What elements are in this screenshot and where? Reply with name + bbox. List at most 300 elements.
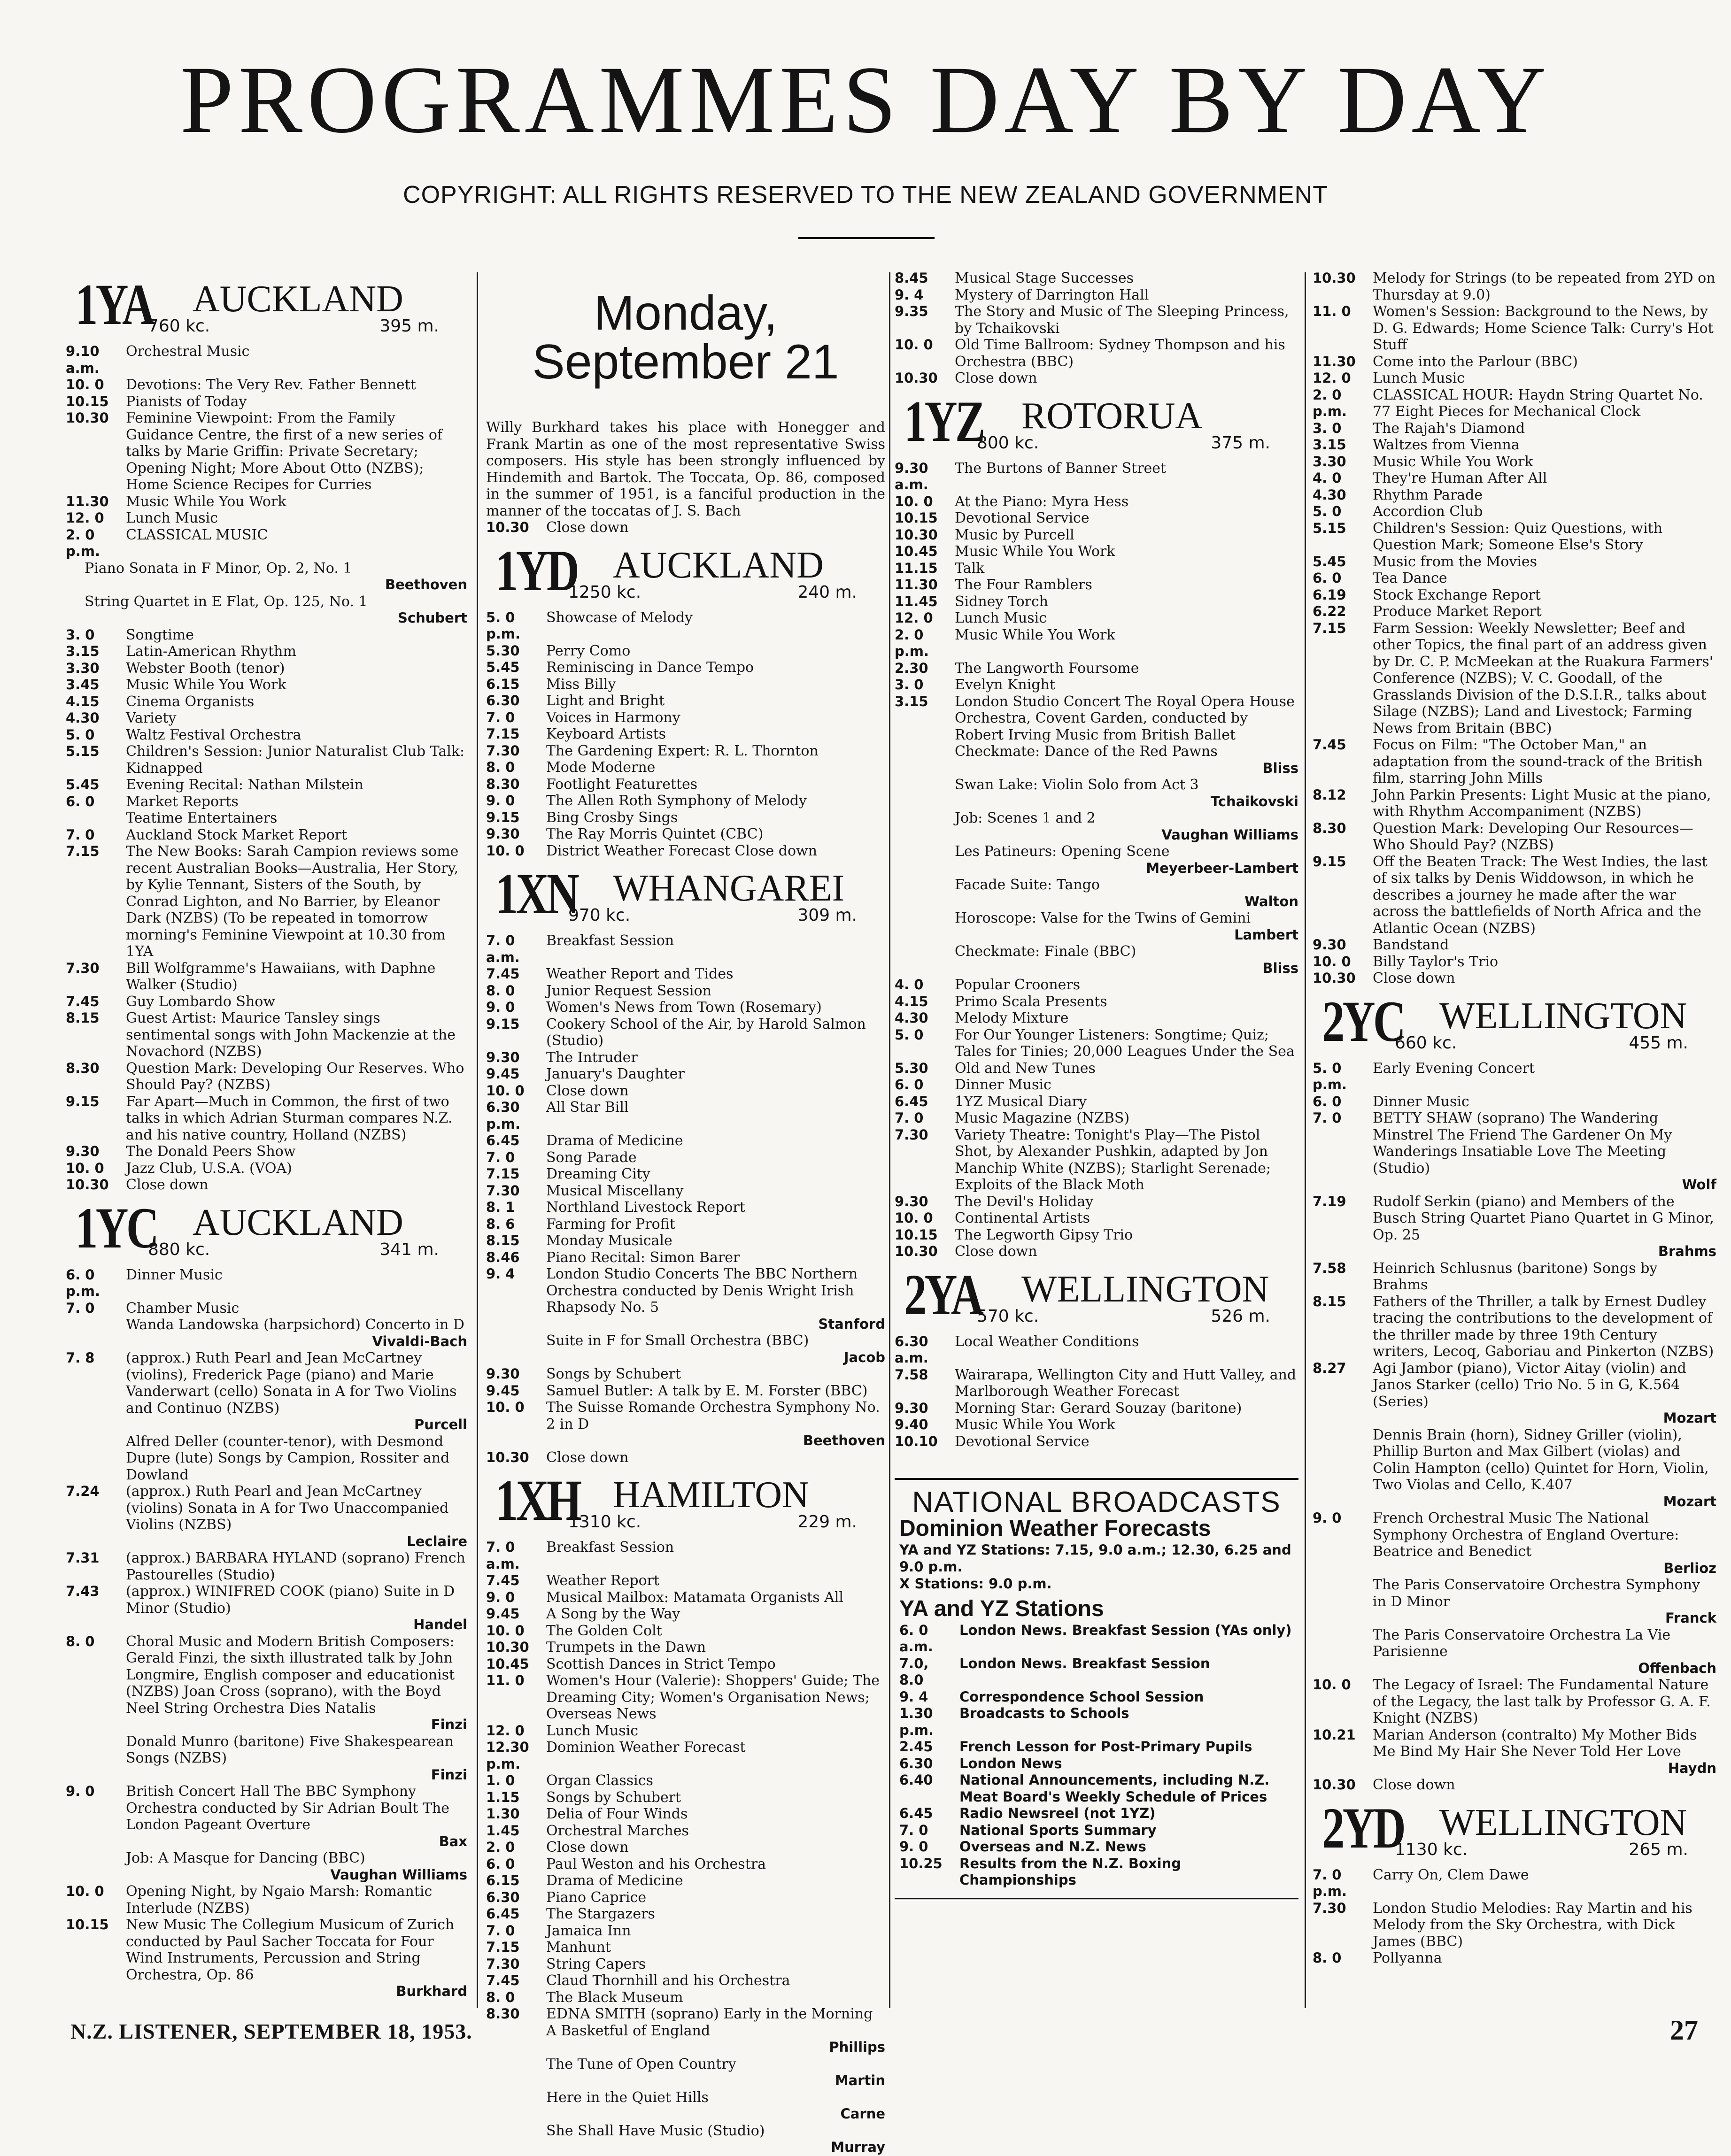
programme-title: Breakfast Session	[546, 932, 674, 949]
programme-title: String Capers	[546, 1956, 646, 1972]
programme-description	[546, 1016, 885, 1049]
programme-entry	[66, 1583, 467, 1633]
programme-entry	[486, 809, 885, 826]
programme-entry	[895, 977, 1298, 993]
programme-description	[546, 1332, 885, 1366]
programme-description	[546, 1739, 885, 1772]
station-2yc	[1313, 989, 1716, 1794]
station-header	[895, 1262, 1298, 1332]
programme-time: 6.30	[486, 693, 520, 708]
station-frequency: 760 kc.	[148, 316, 210, 336]
programme-time: 8. 6	[486, 1216, 515, 1232]
programme-description	[546, 609, 885, 643]
programme-entry	[1313, 454, 1716, 470]
programme-description	[126, 1093, 467, 1144]
programme-time: 7.30	[1313, 1900, 1346, 1916]
programme-entry	[486, 1939, 885, 1956]
column-3	[895, 270, 1298, 2022]
programme-entry	[66, 1350, 467, 1433]
programme-time: 9. 0	[486, 999, 515, 1015]
programme-entry	[899, 1689, 1294, 1706]
programme-description	[546, 1449, 885, 1466]
programme-description	[955, 777, 1298, 810]
programme-description	[1373, 1577, 1716, 1627]
programme-title: Orchestral Music	[126, 343, 250, 360]
programme-time	[486, 2123, 541, 2156]
column-divider	[1305, 272, 1306, 2008]
programme-title: For Our Younger Listeners: Songtime; Quiz; Tales for Tinies; 20,000 Leagues Under the Sea	[955, 1026, 1295, 1060]
programme-entry	[66, 810, 467, 827]
programme-description	[1373, 954, 1716, 970]
programme-time	[1313, 1427, 1368, 1510]
programme-title: Organ Classics	[546, 1772, 653, 1789]
programme-entry	[486, 1639, 885, 1656]
programme-entry	[486, 843, 885, 860]
programme-title: Wairarapa, Wellington City and Hutt Valley, and Marlborough Weather Forecast	[955, 1366, 1297, 1400]
programme-title: Jazz Club, U.S.A. (VOA)	[126, 1160, 292, 1177]
programme-entry	[899, 1756, 1294, 1772]
programme-title: Evelyn Knight	[955, 677, 1055, 693]
programme-entry	[899, 1805, 1294, 1822]
composer-name: Wolf	[1682, 1177, 1716, 1193]
programme-description	[1373, 587, 1716, 604]
programme-title: They're Human After All	[1373, 470, 1547, 486]
programme-title: Cinema Organists	[126, 693, 255, 710]
station-frequency: 660 kc.	[1395, 1033, 1457, 1053]
programme-description	[1373, 1093, 1716, 1110]
programme-title: London Studio Concert The Royal Opera House Orchestra, Covent Garden, conducted by Robert Irving Music from British Ballet Checkmate: Dance of the Red Pawns	[955, 693, 1295, 760]
programme-time: 10.30	[895, 370, 938, 386]
programme-description	[546, 793, 885, 809]
programme-title: Monday Musicale	[546, 1232, 672, 1249]
programme-entry	[486, 1383, 885, 1400]
national-list	[899, 1622, 1294, 1889]
programme-description	[546, 1906, 885, 1923]
programme-time: 9.30	[66, 1143, 100, 1159]
programme-time: 2. 0 p.m.	[1313, 386, 1347, 419]
programme-title: Accordion Club	[1373, 503, 1483, 520]
programme-description	[955, 693, 1298, 777]
programme-title: (approx.) Ruth Pearl and Jean McCartney (violins), Frederick Page (piano) and Marie Vanderwart (cello) Sonata in A for Two Violins and Continuo (NZBS)	[126, 1350, 457, 1417]
programme-description	[546, 1199, 885, 1216]
composer-name: Carne	[840, 2106, 885, 2122]
programme-title: Northland Livestock Report	[546, 1199, 745, 1216]
classical-list	[66, 560, 467, 627]
programme-time	[486, 2089, 541, 2123]
programme-title: Women's News from Town (Rosemary)	[546, 999, 822, 1016]
programme-entry	[1313, 937, 1716, 954]
programme-description	[546, 1806, 885, 1823]
programme-description	[955, 577, 1298, 593]
programme-entry	[1313, 503, 1716, 520]
programme-list	[66, 1267, 467, 2000]
programme-time: 6.30	[899, 1755, 933, 1771]
programme-time: 9.30 a.m.	[895, 460, 928, 493]
programme-time: 10. 0	[895, 337, 933, 353]
programme-time: 8.30	[486, 776, 520, 792]
programme-entry	[1313, 354, 1716, 370]
programme-time: 7.30	[486, 1182, 520, 1199]
programme-time: 6.45	[486, 1132, 520, 1148]
programme-title: Close down	[546, 1449, 629, 1466]
programme-description	[126, 1633, 467, 1733]
stations-heading: YA and YZ Stations	[899, 1596, 1104, 1621]
programme-entry	[899, 1856, 1294, 1889]
composer-name: Stanford	[818, 1316, 885, 1332]
programme-title: The Donald Peers Show	[126, 1143, 296, 1160]
programme-entry	[66, 1143, 467, 1160]
composer-name: Bliss	[1262, 960, 1298, 976]
station-call-sign: 1YZ	[904, 389, 983, 454]
programme-title: Here in the Quiet Hills	[546, 2089, 709, 2106]
programme-title: Pianists of Today	[126, 393, 247, 410]
programme-time	[895, 810, 950, 843]
weather-forecasts-heading: Dominion Weather Forecasts	[899, 1516, 1211, 1541]
programme-time: 7. 0	[1313, 1110, 1342, 1126]
station-frequency: 800 kc.	[977, 433, 1039, 453]
programme-entry	[899, 1705, 1294, 1739]
programme-title: Variety Theatre: Tonight's Play—The Pistol Shot, by Alexander Pushkin, adapted by Jon Manchip White (NZBS); Starlight Serenade; Exploits of the Black Moth	[955, 1126, 1271, 1193]
programme-description	[546, 1989, 885, 2006]
programme-entry	[486, 1132, 885, 1149]
programme-title: The Paris Conservatoire Orchestra Symphony in D Minor	[1373, 1577, 1700, 1610]
programme-time: 5. 0 p.m.	[486, 609, 521, 642]
programme-title: Orchestral Marches	[546, 1822, 689, 1839]
programme-time: 4.30	[66, 710, 100, 726]
programme-time: 10.15	[66, 393, 109, 409]
programme-entry	[1313, 420, 1716, 437]
programme-title: Lunch Music	[955, 610, 1047, 626]
programme-time: 9.35	[895, 303, 928, 319]
programme-title: Dominion Weather Forecast	[546, 1739, 746, 1756]
programme-description	[126, 743, 467, 777]
programme-title: Old Time Ballroom: Sydney Thompson and his Orchestra (BBC)	[955, 337, 1285, 370]
programme-description	[955, 843, 1298, 877]
programme-time: 4. 0	[895, 977, 924, 993]
station-frequency: 880 kc.	[148, 1240, 210, 1259]
composer-name: Walton	[1244, 893, 1298, 909]
programme-entry	[66, 1010, 467, 1060]
programme-title: Footlight Featurettes	[546, 776, 698, 793]
programme-entry	[895, 777, 1298, 810]
programme-description	[546, 1606, 885, 1623]
station-city: AUCKLAND	[613, 544, 824, 586]
programme-list	[486, 1539, 885, 2156]
programme-title: Mystery of Darrington Hall	[955, 286, 1149, 303]
programme-title: Close down	[955, 1243, 1037, 1260]
programme-description	[126, 660, 467, 677]
programme-entry	[66, 793, 467, 810]
programme-time: 8.30	[66, 1060, 100, 1076]
composer-name: Burkhard	[396, 1983, 467, 1999]
programme-title: Horoscope: Valse for the Twins of Gemini	[955, 910, 1251, 926]
programme-title: Waltz Festival Orchestra	[126, 726, 301, 743]
programme-title: Close down	[955, 370, 1037, 386]
programme-entry	[895, 493, 1298, 510]
programme-description	[126, 627, 467, 644]
programme-title: Dinner Music	[955, 1077, 1051, 1093]
programme-time: 8.12	[1313, 786, 1346, 803]
programme-entry	[1313, 1577, 1716, 1627]
programme-title: Wanda Landowska (harpsichord) Concerto in D	[126, 1317, 464, 1333]
programme-entry	[895, 1060, 1298, 1077]
programme-time: 6. 0	[486, 1856, 515, 1872]
composer-name: Beethoven	[385, 577, 467, 593]
programme-time: 8.46	[486, 1249, 520, 1265]
programme-title: Music While You Work	[126, 677, 286, 693]
programme-time: 6.15	[486, 1872, 520, 1888]
programme-description	[955, 1010, 1298, 1027]
programme-time: 7.15	[486, 1166, 520, 1182]
programme-time	[895, 910, 950, 943]
programme-title: French Orchestral Music The National Symphony Orchestra of England Overture: Beatrice and Benedict	[1373, 1510, 1679, 1560]
programme-time: 8.27	[1313, 1360, 1346, 1376]
programme-time: 7.19	[1313, 1193, 1346, 1209]
programme-entry	[486, 676, 885, 693]
programme-title: Lunch Music	[546, 1722, 639, 1739]
programme-description	[126, 1267, 467, 1300]
programme-time: 9. 0	[486, 1589, 515, 1605]
programme-description	[546, 1872, 885, 1889]
station-city: AUCKLAND	[193, 1201, 403, 1243]
programme-title: Close down	[546, 1082, 629, 1099]
programme-time: 7.30	[895, 1126, 928, 1143]
programme-title: Close down	[546, 1839, 629, 1856]
programme-description	[955, 1417, 1298, 1433]
programme-title: Breakfast Session	[546, 1539, 674, 1555]
programme-entry	[486, 1839, 885, 1856]
programme-entry	[66, 843, 467, 960]
programme-title: Trumpets in the Dawn	[546, 1639, 706, 1656]
programme-entry	[486, 999, 885, 1016]
programme-time: 3.15	[895, 693, 928, 709]
programme-entry	[66, 1300, 467, 1317]
programme-description	[126, 1550, 467, 1583]
programme-title: Les Patineurs: Opening Scene	[955, 843, 1170, 860]
station-1xh	[486, 1468, 885, 2156]
programme-title: John Parkin Presents: Light Music at the piano, with Rhythm Accompaniment (NZBS)	[1373, 786, 1711, 820]
programme-description	[546, 2056, 885, 2089]
station-frequency: 1310 kc.	[568, 1512, 641, 1532]
programme-description	[126, 1177, 467, 1194]
composer-name: Murray	[831, 2139, 885, 2155]
programme-description	[546, 983, 885, 1000]
programme-entry	[895, 877, 1298, 910]
programme-description	[955, 660, 1298, 677]
programme-time: 3.15	[1313, 437, 1346, 453]
programme-entry	[895, 677, 1298, 693]
programme-time: 3. 0	[1313, 420, 1342, 436]
burkhard-note: Willy Burkhard takes his place with Honegger and Frank Martin as one of the most representative Swiss composers. His style has been strongly influenced by Hindemith and Bartok. The Toccata, Op. 86, composed in the summer of 1951, is a fanciful production in the manner of the toccatas of J. S. Bach	[486, 419, 885, 519]
programme-time: 2.30	[895, 660, 928, 676]
programme-time: 6. 0	[1313, 570, 1342, 586]
programme-entry	[895, 1433, 1298, 1450]
programme-time: 9.10 a.m.	[66, 343, 100, 376]
composer-name: Mozart	[1663, 1410, 1716, 1426]
programme-description	[546, 1839, 885, 1856]
programme-description	[955, 1127, 1298, 1194]
composer-name: Phillips	[829, 2039, 885, 2055]
programme-description	[955, 943, 1298, 977]
station-1yc	[66, 1195, 467, 2000]
programme-description	[546, 843, 885, 860]
composer-name: Franck	[1665, 1610, 1716, 1626]
programme-title: Weather Report	[546, 1572, 660, 1589]
programme-entry	[1313, 1777, 1716, 1794]
programme-entry	[486, 1739, 885, 1772]
programme-title: Question Mark: Developing Our Resources—Who Should Pay? (NZBS)	[1373, 820, 1693, 853]
programme-title: (approx.) BARBARA HYLAND (soprano) French Pastourelles (Studio)	[126, 1550, 465, 1583]
station-city: ROTORUA	[1021, 395, 1203, 437]
programme-description	[955, 977, 1298, 993]
programme-title: Old and New Tunes	[955, 1060, 1096, 1077]
programme-time	[1313, 1627, 1368, 1677]
programme-title: The Paris Conservatoire Orchestra La Vie Parisienne	[1373, 1626, 1671, 1660]
programme-title: Piano Recital: Simon Barer	[546, 1249, 740, 1266]
programme-entry	[1313, 1093, 1716, 1110]
programme-title: Children's Session: Junior Naturalist Club Talk: Kidnapped	[126, 743, 465, 777]
programme-description	[1373, 570, 1716, 587]
programme-title: Choral Music and Modern British Composers: Gerald Finzi, the sixth illustrated talk by John Longmire, English composer and educationist (NZBS) Joan Cross (soprano), with the Boyd Neel String Orchestra Dies Natalis	[126, 1633, 455, 1717]
programme-entry	[66, 1850, 467, 1883]
programme-entry	[486, 1449, 885, 1466]
programme-description	[1373, 303, 1716, 354]
programme-title: French Lesson for Post-Primary Pupils	[959, 1739, 1252, 1755]
programme-time: 7.45	[486, 1572, 520, 1588]
programme-title: Off the Beaten Track: The West Indies, the last of six talks by Denis Widdowson, in which he describes a journey he made after the war across the battlefields of North Africa and the Atlantic Ocean (NZBS)	[1373, 853, 1708, 937]
programme-description	[1373, 1294, 1716, 1360]
programme-description	[546, 966, 885, 983]
programme-time: 10. 0	[486, 1082, 525, 1099]
programme-description	[959, 1805, 1294, 1822]
programme-title: British Concert Hall The BBC Symphony Orchestra conducted by Sir Adrian Boult The London Pageant Overture	[126, 1783, 450, 1833]
column-1	[66, 270, 467, 2022]
programme-title: Devotions: The Very Rev. Father Bennett	[126, 377, 416, 393]
programme-description	[546, 1383, 885, 1400]
programme-title: CLASSICAL HOUR: Haydn String Quartet No. 77 Eight Pieces for Mechanical Clock	[1373, 386, 1703, 420]
programme-title: Rudolf Serkin (piano) and Members of the Busch String Quartet Piano Quartet in G Minor, Op. 25	[1373, 1193, 1714, 1243]
station-header	[486, 1468, 885, 1537]
programme-entry	[486, 1266, 885, 1332]
programme-time: 7.31	[66, 1550, 100, 1566]
programme-time: 12. 0	[486, 1722, 525, 1739]
programme-entry	[486, 519, 885, 536]
programme-title: Popular Crooners	[955, 977, 1081, 993]
programme-description	[1373, 787, 1716, 820]
programme-time	[486, 2056, 541, 2089]
programme-time: 8. 0	[66, 1633, 95, 1649]
programme-description	[126, 510, 467, 527]
programme-description	[546, 932, 885, 966]
programme-entry	[486, 1232, 885, 1249]
programme-entry	[895, 1027, 1298, 1060]
programme-entry	[1313, 370, 1716, 387]
programme-entry	[486, 643, 885, 660]
programme-description	[955, 1400, 1298, 1417]
work-title: String Quartet in E Flat, Op. 125, No. 1	[85, 593, 368, 610]
programme-description	[1373, 603, 1716, 620]
programme-entry	[486, 1539, 885, 1572]
programme-time: 11.30	[1313, 353, 1356, 370]
programme-entry	[1313, 1627, 1716, 1677]
programme-description	[955, 993, 1298, 1010]
programme-description	[1373, 1867, 1716, 1900]
programme-entry	[486, 1789, 885, 1806]
programme-entry	[895, 810, 1298, 843]
programme-time: 5.30	[895, 1060, 928, 1076]
programme-entry	[1313, 1110, 1716, 1194]
programme-title: She Shall Have Music (Studio)	[546, 2122, 765, 2139]
programme-time: 3. 0	[66, 626, 95, 643]
composer-name: Tchaikovski	[1210, 793, 1298, 809]
programme-description	[546, 1539, 885, 1572]
programme-entry	[1313, 970, 1716, 987]
programme-description	[955, 370, 1298, 387]
programme-description	[126, 993, 467, 1010]
programme-entry	[486, 1099, 885, 1132]
station-frequency: 570 kc.	[977, 1306, 1039, 1326]
composer-name: Leclaire	[407, 1533, 467, 1549]
programme-description	[1373, 854, 1716, 937]
programme-time: 2. 0	[486, 1839, 515, 1855]
station-wavelength: 375 m.	[1211, 433, 1270, 453]
programme-time: 6.45	[486, 1906, 520, 1922]
programme-entry	[66, 743, 467, 777]
station-frequency: 1130 kc.	[1395, 1840, 1468, 1859]
programme-description	[126, 827, 467, 844]
station-wavelength: 395 m.	[379, 316, 439, 336]
programme-time: 2. 0 p.m.	[895, 626, 929, 659]
programme-entry	[66, 493, 467, 510]
programme-time: 10.30	[66, 1177, 109, 1193]
programme-description	[546, 776, 885, 793]
programme-title: Focus on Film: "The October Man," an adaptation from the sound-track of the British film, starring John Mills	[1373, 737, 1703, 786]
station-1yd	[486, 538, 885, 860]
programme-entry	[1313, 1294, 1716, 1360]
station-1xn	[486, 862, 885, 1466]
programme-entry	[486, 1923, 885, 1940]
programme-description	[546, 1149, 885, 1166]
programme-title: Talk	[955, 560, 985, 577]
programme-time: 9. 4	[486, 1266, 515, 1282]
programme-title: The Golden Colt	[546, 1622, 662, 1639]
programme-title: Paul Weston and his Orchestra	[546, 1856, 766, 1872]
programme-description	[546, 2089, 885, 2123]
programme-time: 7.45	[486, 966, 520, 982]
programme-time: 11. 0	[486, 1672, 525, 1688]
programme-title: January's Daughter	[546, 1066, 685, 1082]
programme-time: 10. 0	[1313, 1677, 1351, 1693]
programme-description	[959, 1689, 1294, 1706]
programme-time: 8. 1	[486, 1199, 515, 1215]
programme-time: 4.15	[66, 693, 100, 709]
programme-description	[955, 1077, 1298, 1093]
programme-time: 5.30	[486, 642, 520, 659]
programme-time	[66, 1433, 121, 1484]
programme-title: Question Mark: Developing Our Reserves. Who Should Pay? (NZBS)	[126, 1060, 464, 1093]
programme-description	[546, 1132, 885, 1149]
programme-entry	[66, 643, 467, 660]
programme-time: 1. 0	[486, 1772, 515, 1788]
programme-entry	[486, 709, 885, 726]
programme-description	[959, 1656, 1294, 1689]
programme-title: Music by Purcell	[955, 526, 1074, 543]
programme-title: National Announcements, including N.Z. Meat Board's Weekly Schedule of Prices	[959, 1772, 1270, 1805]
programme-time: 8.30	[1313, 820, 1346, 836]
programme-entry	[486, 1589, 885, 1606]
programme-title: Music Magazine (NZBS)	[955, 1110, 1130, 1126]
programme-entry	[895, 577, 1298, 593]
